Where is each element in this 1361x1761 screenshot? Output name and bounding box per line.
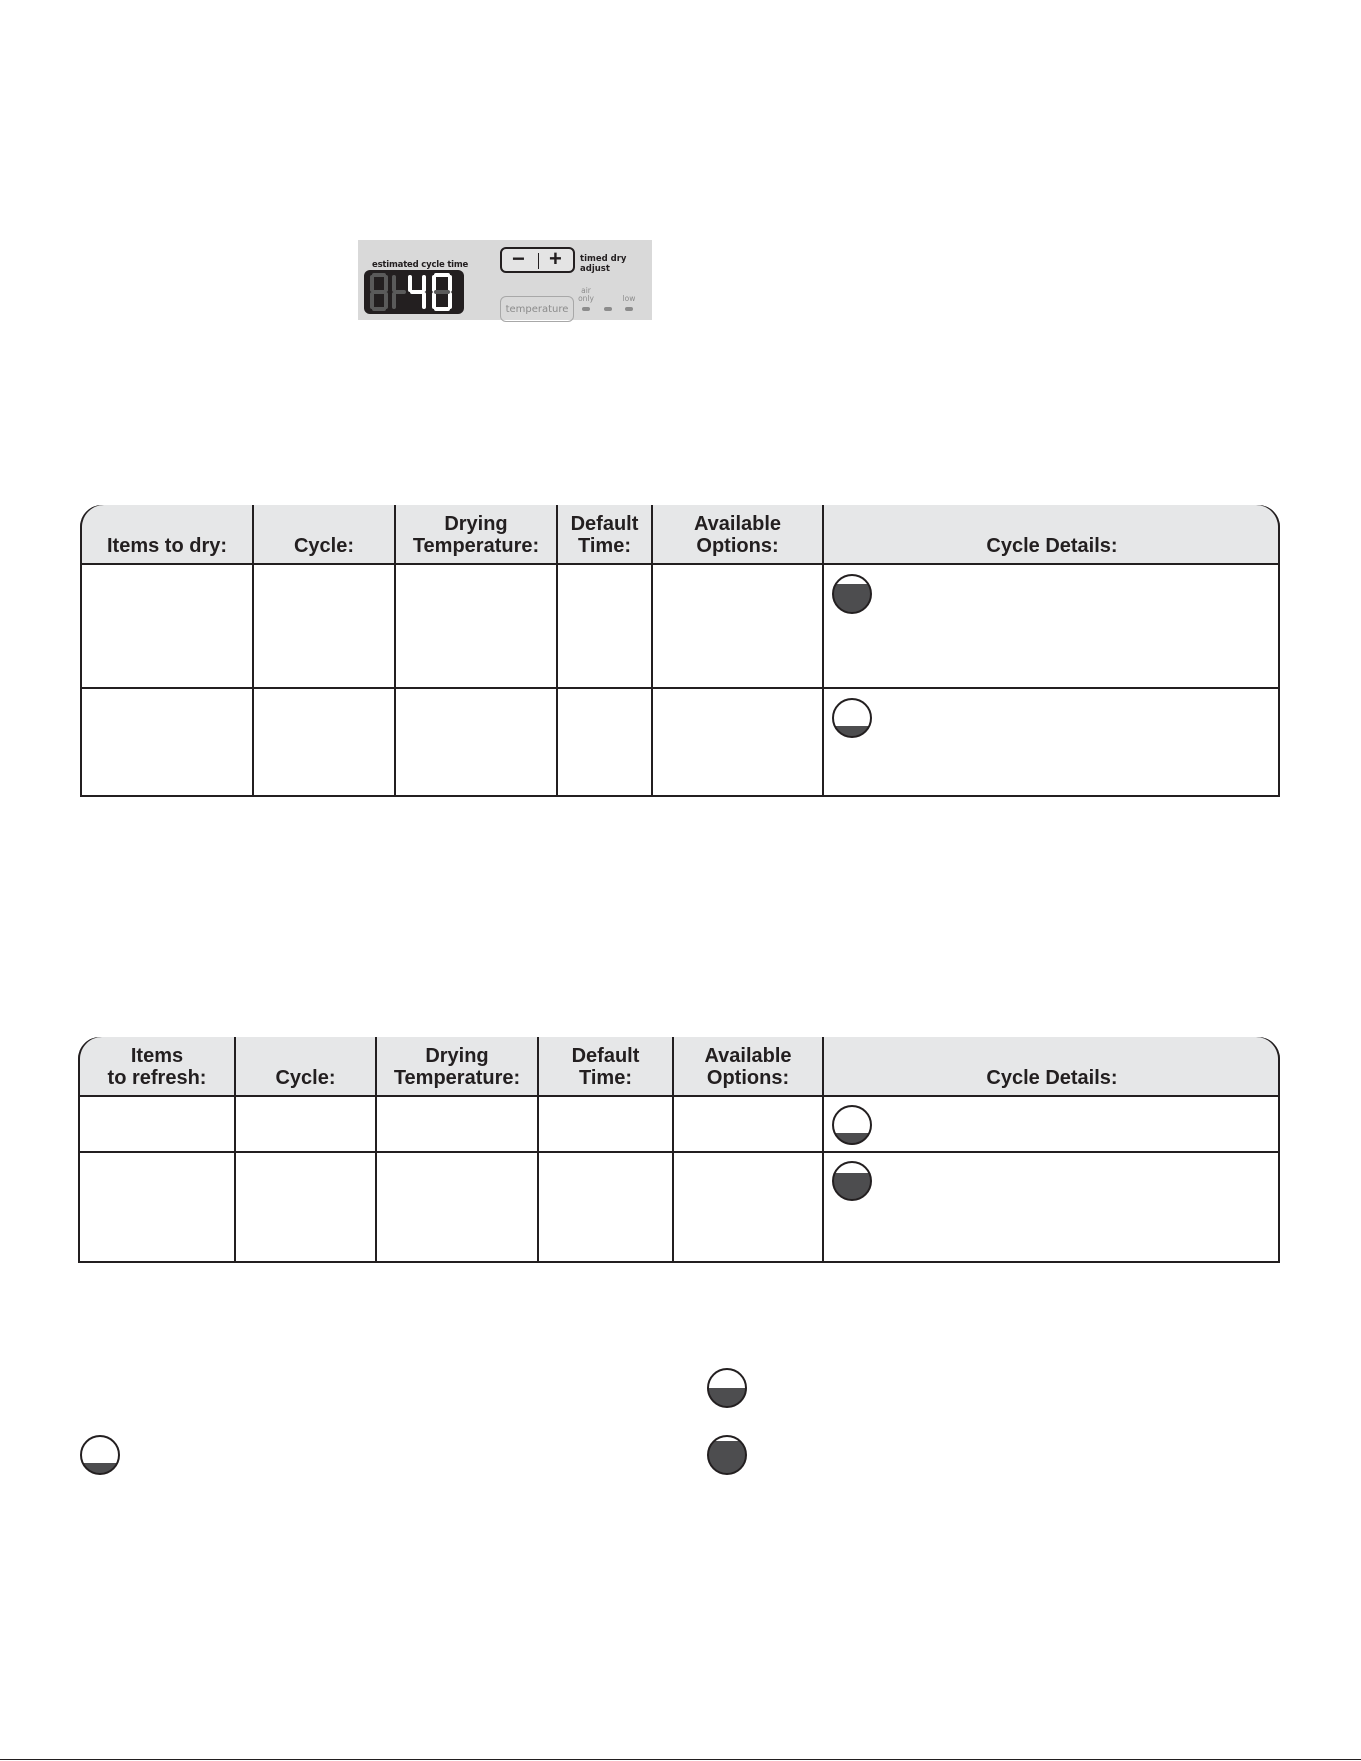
row-divider [82, 687, 1278, 689]
header-default-time: Default Time: [570, 513, 639, 557]
estimated-cycle-time-label: estimated cycle time [372, 260, 469, 270]
dryness-low-icon [832, 1105, 872, 1145]
plus-icon[interactable]: + [549, 246, 562, 271]
mid-led [604, 307, 612, 311]
table-header [82, 505, 1278, 565]
header-cycle: Cycle: [275, 1067, 336, 1089]
row-divider [80, 1151, 1278, 1153]
header-drying-temperature: Drying Temperature: [393, 1045, 521, 1089]
column-divider [651, 505, 653, 795]
column-divider [234, 1037, 236, 1261]
dryness-full-icon [707, 1435, 747, 1475]
header-cycle-details: Cycle Details: [986, 1067, 1118, 1089]
dryness-medium-icon [707, 1368, 747, 1408]
low-led [625, 307, 633, 311]
column-divider [556, 505, 558, 795]
table-header [80, 1037, 1278, 1097]
column-divider [375, 1037, 377, 1261]
dry-cycles-table [80, 505, 1280, 797]
timed-dry-adjust-label: timed dry adjust [580, 254, 627, 274]
air-only-led [582, 307, 590, 311]
header-cycle: Cycle: [293, 535, 355, 557]
cycle-time-display [364, 270, 464, 314]
divider [538, 253, 539, 269]
refresh-cycles-table [78, 1037, 1280, 1263]
control-panel-illustration [358, 240, 652, 320]
dryness-low-icon [832, 698, 872, 738]
header-available-options: Available Options: [704, 1045, 792, 1089]
minus-icon[interactable]: − [512, 246, 525, 271]
column-divider [822, 1037, 824, 1261]
seven-segment-digits [364, 270, 464, 314]
level-air-only-label: air only [578, 286, 594, 303]
level-low-label: low [622, 294, 636, 303]
header-drying-temperature: Drying Temperature: [412, 513, 540, 557]
timed-dry-adjust-button[interactable] [500, 247, 575, 273]
page-bottom-rule [0, 1759, 1361, 1760]
header-items: Items to dry: [106, 535, 228, 557]
dryness-high-icon [832, 574, 872, 614]
column-divider [394, 505, 396, 795]
header-items: Items to refresh: [107, 1045, 207, 1089]
temperature-button[interactable]: temperature [500, 296, 574, 322]
header-available-options: Available Options: [693, 513, 782, 557]
dryness-high-icon [832, 1161, 872, 1201]
column-divider [537, 1037, 539, 1261]
header-default-time: Default Time: [571, 1045, 640, 1089]
header-cycle-details: Cycle Details: [986, 535, 1118, 557]
column-divider [672, 1037, 674, 1261]
dryness-low-icon [80, 1435, 120, 1475]
column-divider [822, 505, 824, 795]
column-divider [252, 505, 254, 795]
